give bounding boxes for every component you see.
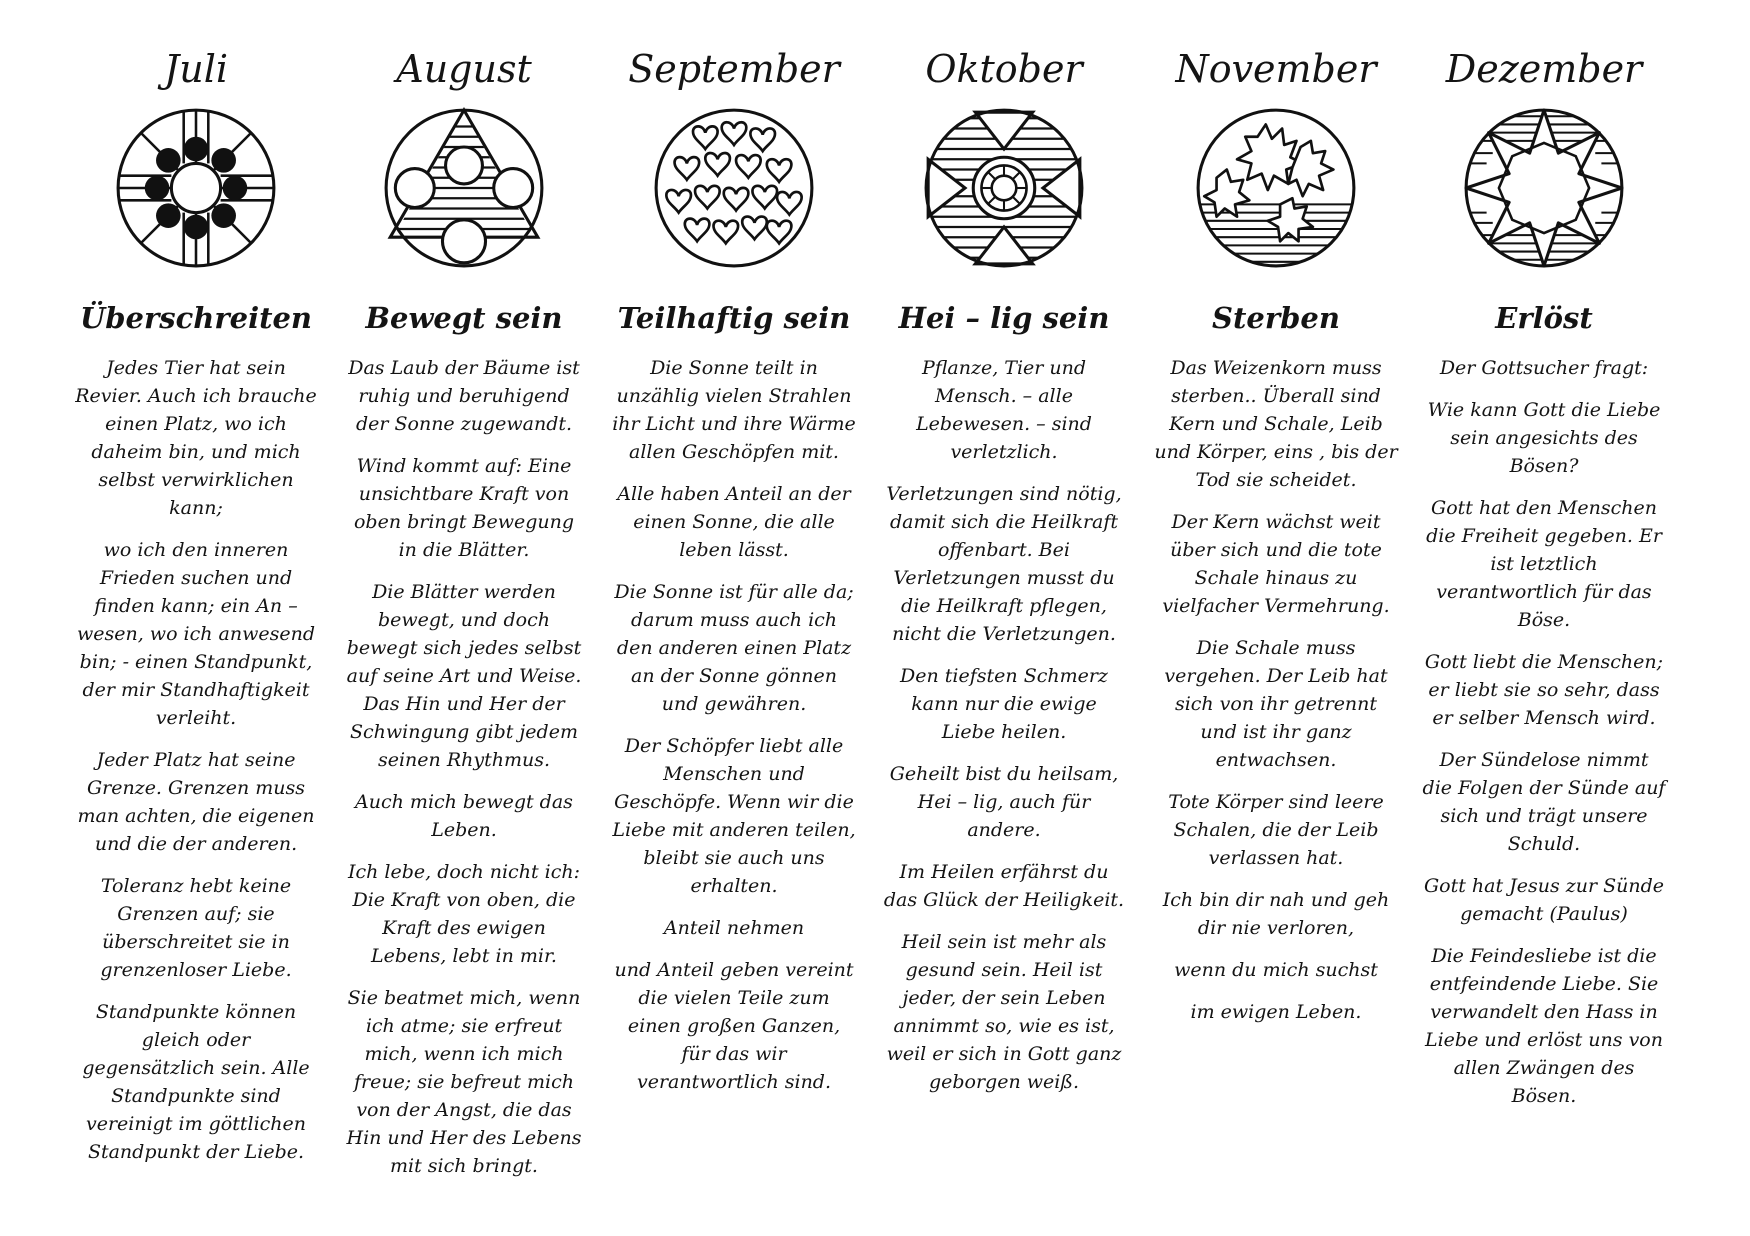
- text-paragraph: Der Kern wächst weit über sich und die tote Schale hinaus zu vielfacher Vermehrung.: [1162, 511, 1390, 617]
- text-paragraph: Im Heilen erfährst du das Glück der Heiligkeit.: [883, 861, 1125, 911]
- triangle-circles-icon: [382, 106, 546, 270]
- section-heading: Bewegt sein: [365, 301, 563, 335]
- month-title: September: [628, 47, 840, 91]
- text-paragraph: Die Schale muss vergehen. Der Leib hat sich von ihr getrennt und ist ihr ganz entwachsen.: [1164, 637, 1388, 771]
- text-paragraph: Gott hat den Menschen die Freiheit gegeben. Er ist letztlich verantwortlich für das Böse.: [1426, 497, 1662, 631]
- star-icon: [1462, 106, 1626, 270]
- text-paragraph: Ich lebe, doch nicht ich: Die Kraft von oben, die Kraft des ewigen Lebens, lebt in mir.: [348, 861, 580, 967]
- column-oktober: [880, 40, 1128, 1110]
- text-paragraph: Heil sein ist mehr als gesund sein. Heil ist jeder, der sein Leben annimmt so, wie es ist, weil er sich in Gott ganz geborgen weiß.: [886, 931, 1122, 1093]
- text-paragraph: Ich bin dir nah und geh dir nie verloren,: [1162, 889, 1390, 939]
- text-paragraph: Der Gottsucher fragt:: [1439, 357, 1649, 379]
- leaves-icon: [1194, 106, 1358, 270]
- section-heading: Hei – lig sein: [898, 301, 1110, 335]
- month-title: Juli: [163, 47, 228, 91]
- text-paragraph: im ewigen Leben.: [1190, 1001, 1362, 1023]
- text-paragraph: Alle haben Anteil an der einen Sonne, die alle leben lässt.: [617, 483, 851, 561]
- column-september: [610, 40, 858, 1110]
- text-paragraph: Sie beatmet mich, wenn ich atme; sie erfreut mich, wenn ich mich freue; sie befreut mich von der Angst, die das Hin und Her des Lebens mit sich bringt.: [346, 987, 582, 1177]
- text-paragraph: Geheilt bist du heilsam, Hei – lig, auch für andere.: [889, 763, 1119, 841]
- hearts-icon: [652, 106, 816, 270]
- text-paragraph: Die Blätter werden bewegt, und doch bewegt sich jedes selbst auf seine Art und Weise. Das Hin und Her der Schwingung gibt jedem seinen Rhythmus.: [346, 581, 582, 771]
- text-paragraph: Jedes Tier hat sein Revier. Auch ich brauche einen Platz, wo ich daheim bin, und mich selbst verwirklichen kann;: [75, 357, 317, 519]
- column-august: [340, 40, 588, 1194]
- text-paragraph: Anteil nehmen: [663, 917, 805, 939]
- section-heading: Erlöst: [1495, 301, 1593, 335]
- month-title: Oktober: [925, 47, 1083, 91]
- text-paragraph: und Anteil geben vereint die vielen Teile zum einen großen Ganzen, für das wir verantwortlich sind.: [614, 959, 854, 1093]
- text-paragraph: Auch mich bewegt das Leben.: [355, 791, 573, 841]
- text-paragraph: Wind kommt auf: Eine unsichtbare Kraft von oben bringt Bewegung in die Blätter.: [353, 455, 575, 561]
- text-paragraph: Den tiefsten Schmerz kann nur die ewige Liebe heilen.: [900, 665, 1108, 743]
- text-paragraph: Die Sonne teilt in unzählig vielen Strahlen ihr Licht und ihre Wärme allen Geschöpfen mit.: [612, 357, 856, 463]
- text-paragraph: Die Sonne ist für alle da; darum muss auch ich den anderen einen Platz an der Sonne gönnen und gewähren.: [614, 581, 854, 715]
- text-paragraph: Die Feindesliebe ist die entfeindende Liebe. Sie verwandelt den Hass in Liebe und erlöst uns von allen Zwängen des Bösen.: [1424, 945, 1663, 1107]
- text-paragraph: Gott hat Jesus zur Sünde gemacht (Paulus): [1423, 875, 1665, 925]
- text-paragraph: Das Weizenkorn muss sterben.. Überall sind Kern und Schale, Leib und Körper, eins , bis der Tod sie scheidet.: [1154, 357, 1398, 491]
- striped-cross-icon: [922, 106, 1086, 270]
- text-paragraph: Der Schöpfer liebt alle Menschen und Geschöpfe. Wenn wir die Liebe mit anderen teilen, bleibt sie auch uns erhalten.: [612, 735, 856, 897]
- month-title: November: [1175, 47, 1377, 91]
- column-dezember: [1420, 40, 1668, 1124]
- circle-of-dots-icon: [114, 106, 278, 270]
- text-paragraph: Pflanze, Tier und Mensch. – alle Lebewesen. – sind verletzlich.: [916, 357, 1092, 463]
- section-heading: Sterben: [1212, 301, 1340, 335]
- column-november: [1152, 40, 1400, 1040]
- column-juli: [72, 40, 320, 1180]
- text-paragraph: Verletzungen sind nötig, damit sich die Heilkraft offenbart. Bei Verletzungen musst du die Heilkraft pflegen, nicht die Verletzungen.: [886, 483, 1122, 645]
- section-heading: Teilhaftig sein: [617, 301, 851, 335]
- text-paragraph: Toleranz hebt keine Grenzen auf; sie überschreitet sie in grenzenloser Liebe.: [100, 875, 292, 981]
- section-heading: Überschreiten: [79, 301, 313, 335]
- text-paragraph: wo ich den inneren Frieden suchen und finden kann; ein An – wesen, wo ich anwesend bin; - einen Standpunkt, der mir Standhaftigkeit verleiht.: [76, 539, 316, 729]
- text-paragraph: wenn du mich suchst: [1174, 959, 1378, 981]
- text-paragraph: Standpunkte können gleich oder gegensätzlich sein. Alle Standpunkte sind vereinigt im göttlichen Standpunkt der Liebe.: [82, 1001, 310, 1163]
- text-paragraph: Tote Körper sind leere Schalen, die der Leib verlassen hat.: [1168, 791, 1384, 869]
- month-title: Dezember: [1445, 47, 1643, 91]
- text-paragraph: Das Laub der Bäume ist ruhig und beruhigend der Sonne zugewandt.: [348, 357, 580, 435]
- text-paragraph: Der Sündelose nimmt die Folgen der Sünde auf sich und trägt unsere Schuld.: [1422, 749, 1666, 855]
- text-paragraph: Gott liebt die Menschen; er liebt sie so sehr, dass er selber Mensch wird.: [1424, 651, 1664, 729]
- text-paragraph: Wie kann Gott die Liebe sein angesichts des Bösen?: [1427, 399, 1661, 477]
- month-title: August: [396, 47, 532, 91]
- text-paragraph: Jeder Platz hat seine Grenze. Grenzen muss man achten, die eigenen und die der anderen.: [77, 749, 315, 855]
